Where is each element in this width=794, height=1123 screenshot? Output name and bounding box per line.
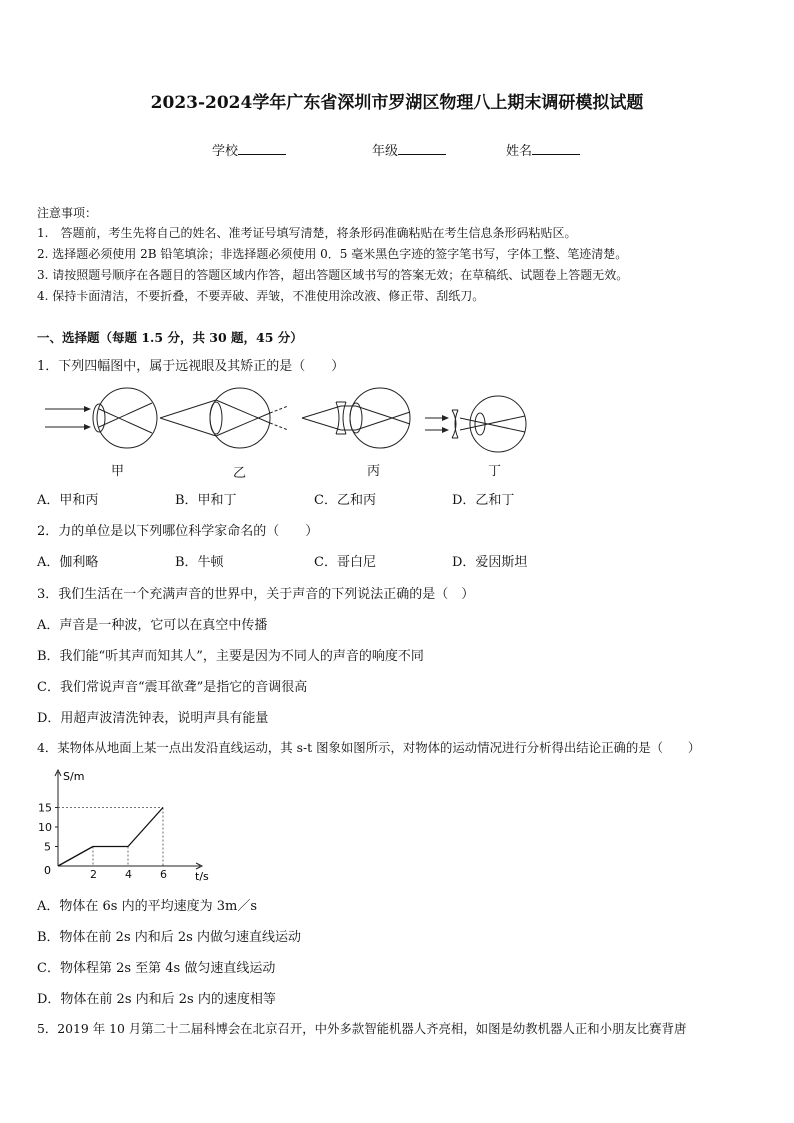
q1-option-a[interactable]: A．甲和丙 [37,493,99,508]
question-5-stem: 5．2019 年 10 月第二十二届科博会在北京召开，中外多款智能机器人齐亮相，如图是幼教机器人正和小朋友比赛背唐 [37,1021,687,1036]
name-label: 姓名 [506,144,533,159]
data-line-segment [128,808,163,847]
note-item: 2. 选择题必须使用 2B 铅笔填涂；非选择题必须使用 0．5 毫米黑色字迹的签字笔书写，字体工整、笔迹清楚。 [37,247,628,261]
q1-option-b[interactable]: B．甲和丁 [175,493,237,508]
st-graph [30,766,220,886]
school-blank [238,142,286,155]
eye-diagram-jia [45,388,157,448]
q4-option-b[interactable]: B．物体在前 2s 内和后 2s 内做匀速直线运动 [37,930,301,945]
q2-option-a[interactable]: A．伽利略 [37,555,99,570]
q3-option-a[interactable]: A．声音是一种波，它可以在真空中传播 [37,618,268,633]
y-tick-label: 10 [38,821,52,834]
x-tick-label: 2 [90,868,97,881]
y-tick-label: 5 [44,840,51,854]
q4-option-d[interactable]: D．物体在前 2s 内和后 2s 内的速度相等 [37,992,276,1007]
name-field [506,140,580,159]
y-tick-label: 15 [38,801,52,815]
question-2-stem: 2．力的单位是以下列哪位科学家命名的（ ） [37,524,319,539]
q3-option-b[interactable]: B．我们能“听其声而知其人”，主要是因为不同人的声音的响度不同 [37,649,424,664]
origin-label: 0 [44,864,51,877]
question-1-stem: 1．下列四幅图中，属于远视眼及其矫正的是（ ） [37,359,345,374]
x-tick-label: 6 [160,868,167,881]
school-label: 学校 [212,144,239,159]
note-item: 1. 答题前，考生先将自己的姓名、准考证号填写清楚，将条形码准确粘贴在考生信息条形码粘贴区。 [37,226,577,240]
grade-blank [398,142,446,155]
q3-option-c[interactable]: C．我们常说声音“震耳欲聋”是指它的音调很高 [37,680,308,695]
figure-label-jia: 甲 [111,464,125,479]
figure-label-bing: 丙 [367,464,381,479]
note-item: 4. 保持卡面清洁，不要折叠，不要弄破、弄皱，不准使用涂改液、修正带、刮纸刀。 [37,289,485,303]
q2-option-b[interactable]: B．牛顿 [175,555,224,570]
question-4-stem: 4．某物体从地面上某一点出发沿直线运动，其 s-t 图象如图所示，对物体的运动情况进行分析得出结论正确的是（ ） [37,740,701,755]
q1-option-d[interactable]: D．乙和丁 [452,493,515,508]
note-item: 3. 请按照题号顺序在各题目的答题区域内作答，超出答题区域书写的答案无效；在草稿纸、试题卷上答题无效。 [37,268,629,282]
eye-diagram-ding [425,396,526,452]
y-axis-label: S/m [63,770,85,783]
eye-diagram-yi [160,388,288,448]
name-blank [532,142,580,155]
eye-diagram-bing [302,388,410,448]
q2-option-c[interactable]: C．哥白尼 [314,555,376,570]
grade-label: 年级 [372,144,399,159]
x-axis-label: t/s [195,870,209,883]
q2-option-d[interactable]: D．爱因斯坦 [452,555,528,570]
figure-label-yi: 乙 [233,466,247,481]
q3-option-d[interactable]: D．用超声波清洗钟表，说明声具有能量 [37,711,269,726]
notes-heading: 注意事项： [37,206,98,220]
page-title: 2023-2024学年广东省深圳市罗湖区物理八上期末调研模拟试题 [150,93,644,113]
data-line-segment [58,847,93,867]
figure-label-ding: 丁 [488,464,502,479]
x-tick-label: 4 [125,868,132,881]
q4-option-c[interactable]: C．物体程第 2s 至第 4s 做匀速直线运动 [37,961,276,976]
grade-field [372,140,446,159]
school-field [212,140,286,159]
section-heading: 一、选择题（每题 1.5 分，共 30 题，45 分） [37,330,303,345]
q4-option-a[interactable]: A．物体在 6s 内的平均速度为 3m／s [37,899,257,914]
question-3-stem: 3．我们生活在一个充满声音的世界中，关于声音的下列说法正确的是（ ） [37,587,475,602]
q1-option-c[interactable]: C．乙和丙 [314,493,376,508]
